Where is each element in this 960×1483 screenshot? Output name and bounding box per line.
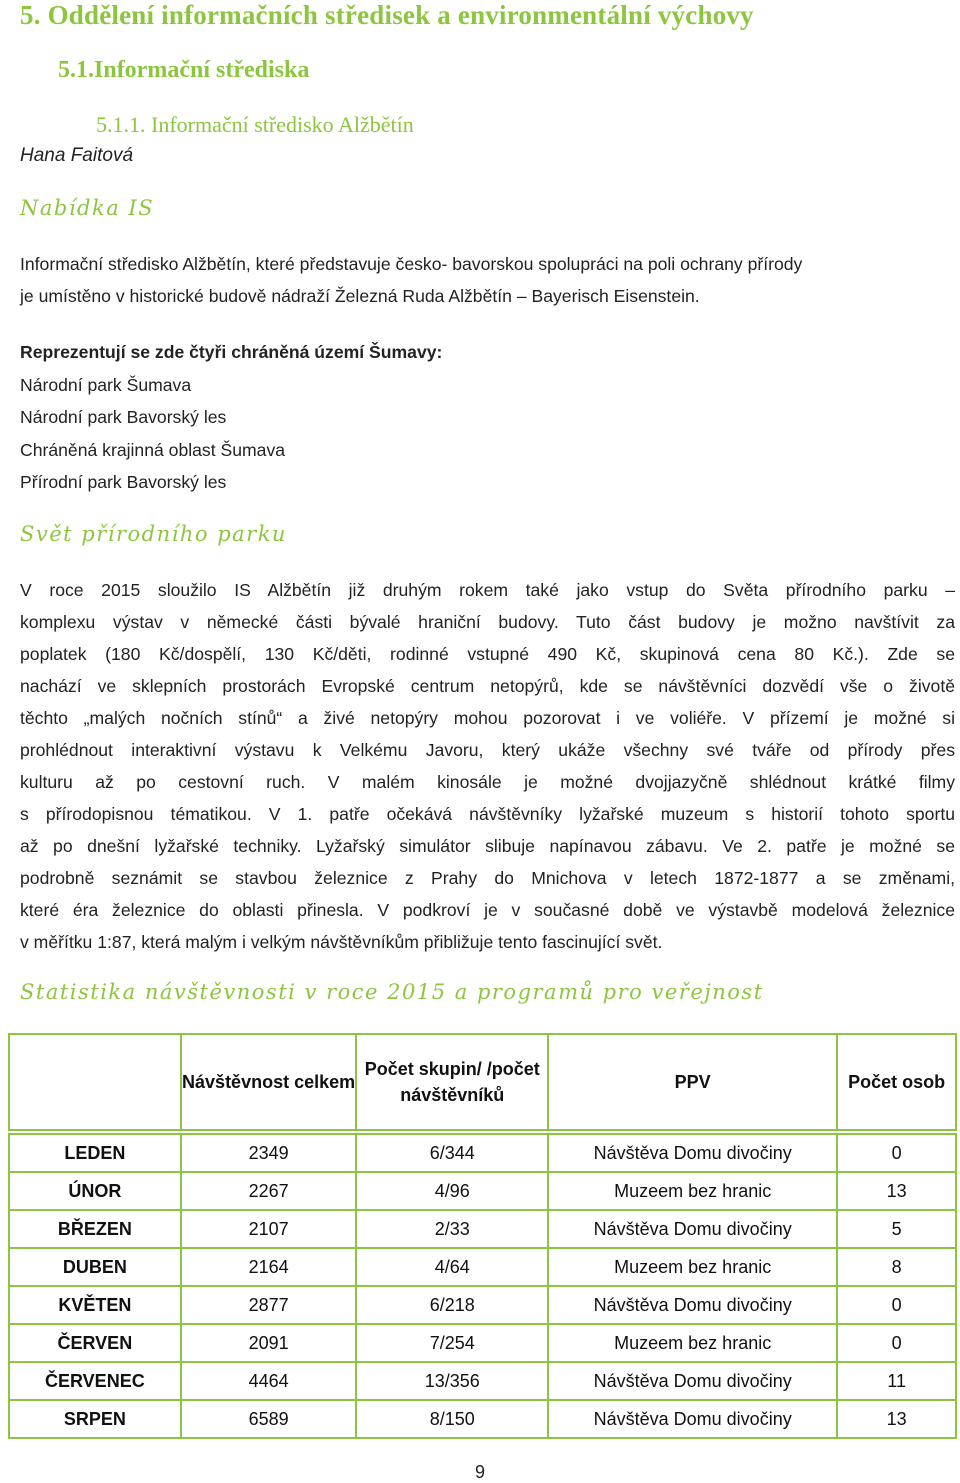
table-row [9,1210,956,1248]
visitors-cell: 2091 [181,1324,357,1362]
paragraph-line: V roce 2015 sloužilo IS Alžbětín již druhým rokem také jako vstup do Světa přírodního parku – [20,580,955,600]
table-row [9,1324,956,1362]
groups-cell: 4/96 [356,1172,548,1210]
protected-areas-list [20,336,442,499]
nature-park-paragraph [20,574,955,958]
table-row [9,1132,956,1172]
list-heading: Reprezentují se zde čtyři chráněná území Šumavy: [20,342,443,362]
groups-cell: 8/150 [356,1400,548,1438]
persons-cell: 5 [837,1210,956,1248]
month-cell: ČERVEN [9,1324,181,1362]
month-cell: ÚNOR [9,1172,181,1210]
visitors-cell: 6589 [181,1400,357,1438]
page-number: 9 [474,1462,485,1482]
groups-cell: 6/218 [356,1286,548,1324]
ppv-cell: Návštěva Domu divočiny [548,1286,837,1324]
persons-cell: 8 [837,1248,956,1286]
nature-park-heading: Svět přírodního parku [20,522,287,546]
month-cell: KVĚTEN [9,1286,181,1324]
groups-cell: 4/64 [356,1248,548,1286]
subsection-heading: 5.1.1. Informační středisko Alžbětín [96,112,414,137]
month-cell: DUBEN [9,1248,181,1286]
visitors-cell: 2349 [181,1132,357,1172]
list-item: Přírodní park Bavorský les [20,472,227,492]
ppv-cell: Návštěva Domu divočiny [548,1362,837,1400]
chapter-heading: 5. Oddělení informačních středisek a environmentální výchovy [20,0,754,30]
list-item: Národní park Bavorský les [20,407,227,427]
paragraph-line: poplatek (180 Kč/dospělí, 130 Kč/děti, rodinné vstupné 490 Kč, skupinová cena 80 Kč.). Zde se [20,644,955,664]
groups-cell: 2/33 [356,1210,548,1248]
intro-paragraph [20,248,955,312]
header-persons: Počet osob [837,1034,956,1132]
table-row [9,1362,956,1400]
groups-cell: 13/356 [356,1362,548,1400]
header-ppv: PPV [548,1034,837,1132]
table-header-row [9,1034,956,1132]
paragraph-line: komplexu výstav v německé části bývalé hraniční budovy. Tuto část budovy je možno navštívit za [20,612,955,632]
paragraph-line: těchto „malých nočních stínů“ a živé netopýry mohou pozorovat i ve voliéře. V přízemí je možné si [20,708,955,728]
table-row [9,1286,956,1324]
groups-cell: 7/254 [356,1324,548,1362]
header-groups: Počet skupin/ /počet návštěvníků [356,1034,548,1132]
month-cell: SRPEN [9,1400,181,1438]
list-item: Národní park Šumava [20,374,192,395]
paragraph-line: s přírodopisnou tématikou. V 1. patře očekává návštěvníky lyžařské muzeum s historií tohoto sportu [20,804,955,824]
paragraph-line: které éra železnice do oblasti přinesla. V podkroví je v současné době ve výstavbě modelová železnice [20,900,955,920]
persons-cell: 11 [837,1362,956,1400]
persons-cell: 13 [837,1172,956,1210]
section-heading: 5.1.Informační střediska [58,57,310,83]
paragraph-line: až po dnešní lyžařské techniky. Lyžařský simulátor slibuje napínavou zábavu. Ve 2. patře je možné se [20,836,955,856]
visitor-statistics-table [8,1033,957,1439]
ppv-cell: Návštěva Domu divočiny [548,1210,837,1248]
offer-heading: Nabídka IS [20,196,155,220]
visitors-cell: 2164 [181,1248,357,1286]
ppv-cell: Muzeem bez hranic [548,1248,837,1286]
intro-line: je umístěno v historické budově nádraží Železná Ruda Alžbětín – Bayerisch Eisenstein. [20,286,700,306]
persons-cell: 13 [837,1400,956,1438]
table-row [9,1400,956,1438]
table-row [9,1248,956,1286]
ppv-cell: Muzeem bez hranic [548,1324,837,1362]
ppv-cell: Návštěva Domu divočiny [548,1132,837,1172]
paragraph-line: v měřítku 1:87, která malým i velkým návštěvníkům přibližuje tento fascinující svět. [20,932,663,952]
visitors-cell: 2267 [181,1172,357,1210]
month-cell: LEDEN [9,1132,181,1172]
visitors-cell: 2877 [181,1286,357,1324]
list-item: Chráněná krajinná oblast Šumava [20,439,286,460]
header-visitors-total: Návštěvnost celkem [181,1034,357,1132]
ppv-cell: Návštěva Domu divočiny [548,1400,837,1438]
table-row [9,1172,956,1210]
persons-cell: 0 [837,1286,956,1324]
persons-cell: 0 [837,1132,956,1172]
persons-cell: 0 [837,1324,956,1362]
groups-cell: 6/344 [356,1132,548,1172]
paragraph-line: prohlédnout interaktivní výstavu k Velkému Javoru, který ukáže všechny své tváře od přírody přes [20,740,955,760]
ppv-cell: Muzeem bez hranic [548,1172,837,1210]
month-cell: BŘEZEN [9,1210,181,1248]
paragraph-line: kulturu až po cestovní ruch. V malém kinosále je možné dvojjazyčně shlédnout krátké filmy [20,772,955,792]
intro-line: Informační středisko Alžbětín, které představuje česko- bavorskou spolupráci na poli ochrany přírody [20,254,803,274]
author-name: Hana Faitová [20,145,134,166]
paragraph-line: nachází ve sklepních prostorách Evropské centrum netopýrů, kde se návštěvníci dozvědí vše o životě [20,676,955,696]
header-month [9,1034,181,1132]
month-cell: ČERVENEC [9,1362,181,1400]
statistics-heading: Statistika návštěvnosti v roce 2015 a programů pro veřejnost [20,980,764,1004]
visitors-cell: 4464 [181,1362,357,1400]
visitors-cell: 2107 [181,1210,357,1248]
paragraph-line: podrobně seznámit se stavbou železnice z Prahy do Mnichova v letech 1872-1877 a se změnami, [20,868,955,888]
